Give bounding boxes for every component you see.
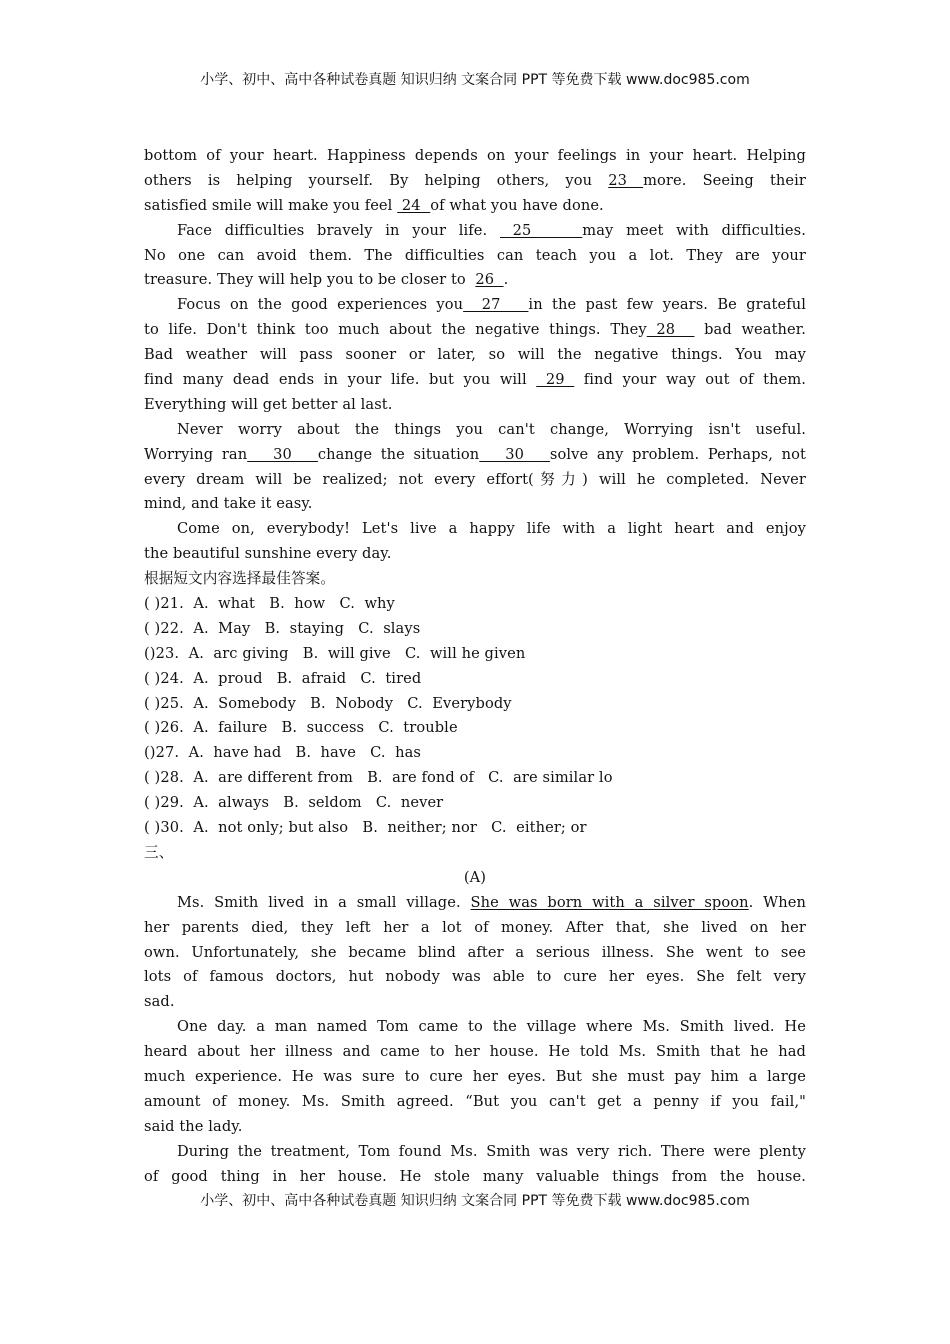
text-segment: ()23. A. arc giving B. will give C. will he given	[144, 644, 526, 662]
text-segment: of good thing in her house. He stole many valuable things from the house.	[144, 1167, 806, 1185]
answer-blank: 26	[475, 271, 504, 289]
text-segment: lots of famous doctors, hut nobody was able to cure her eyes. She felt very	[144, 968, 806, 986]
text-segment: her parents died, they left her a lot of money. After that, she lived on her	[144, 918, 806, 936]
text-segment: Come on, everybody! Let's live a happy life with a light heart and enjoy	[177, 520, 806, 538]
text-line	[144, 891, 806, 916]
text-segment: sad.	[144, 993, 175, 1011]
text-line	[144, 816, 806, 841]
text-segment: of what you have done.	[430, 196, 604, 214]
text-segment: satisfied smile will make you feel	[144, 196, 398, 214]
text-line	[144, 443, 806, 468]
text-line	[144, 1140, 806, 1165]
text-segment: ( )26. A. failure B. success C. trouble	[144, 719, 458, 737]
text-segment: change the situation	[317, 445, 480, 463]
text-segment: Worrying ran	[144, 445, 248, 463]
text-line	[144, 268, 806, 293]
text-segment: in the past few years. Be grateful	[528, 296, 806, 314]
text-line	[144, 492, 806, 517]
text-segment: more. Seeing their	[643, 171, 806, 189]
text-segment: .	[503, 271, 509, 289]
text-segment: the beautiful sunshine every day.	[144, 545, 392, 563]
answer-blank: 24	[397, 196, 431, 214]
text-segment: others is helping yourself. By helping others, you	[144, 171, 609, 189]
text-line	[144, 741, 806, 766]
text-line	[144, 1115, 806, 1140]
text-segment: own. Unfortunately, she became blind after a serious illness. She went to see	[144, 943, 806, 961]
text-segment: . When	[748, 893, 806, 911]
text-line	[144, 393, 806, 418]
text-line	[144, 941, 806, 966]
text-segment: ()27. A. have had B. have C. has	[144, 744, 421, 762]
text-line	[144, 692, 806, 717]
text-segment: Bad weather will pass sooner or later, so will the negative things. You may	[144, 346, 806, 364]
text-line	[144, 343, 806, 368]
text-segment: Everything will get better al last.	[144, 395, 393, 413]
text-segment: ( )21. A. what B. how C. why	[144, 595, 395, 613]
text-line	[144, 1165, 806, 1190]
text-segment: 根据短文内容选择最佳答案。	[144, 570, 336, 588]
text-segment: find many dead ends in your life. but you will	[144, 371, 537, 389]
text-segment: ( )29. A. always B. seldom C. never	[144, 794, 444, 812]
text-line	[144, 791, 806, 816]
text-segment: bad weather.	[694, 321, 806, 339]
text-line	[144, 965, 806, 990]
text-segment: No one can avoid them. The difficulties can teach you a lot. They are your	[144, 246, 806, 264]
answer-blank: 28	[646, 321, 695, 339]
text-segment: Ms. Smith lived in a small village.	[177, 893, 471, 911]
text-segment: may meet with difficulties.	[582, 221, 806, 239]
text-segment: Face difficulties bravely in your life.	[177, 221, 500, 239]
text-line	[144, 368, 806, 393]
text-segment: amount of money. Ms. Smith agreed. “But you can't get a penny if you fail,"	[144, 1092, 806, 1110]
text-segment: mind, and take it easy.	[144, 495, 313, 513]
answer-blank: 23	[608, 171, 644, 189]
text-line	[144, 1040, 806, 1065]
answer-blank: 25	[499, 221, 583, 239]
text-line	[144, 418, 806, 443]
text-segment: Focus on the good experiences you	[177, 296, 464, 314]
text-segment: heard about her illness and came to her house. He told Ms. Smith that he had	[144, 1043, 806, 1061]
text-line	[144, 293, 806, 318]
page-footer: 小学、初中、高中各种试卷真题 知识归纳 文案合同 PPT 等免费下载 www.doc985.com	[200, 1193, 750, 1209]
answer-blank: She was born with a silver spoon	[470, 893, 749, 911]
text-segment: Never worry about the things you can't change, Worrying isn't useful.	[177, 420, 806, 438]
text-segment: ( )30. A. not only; but also B. neither; nor C. either; or	[144, 819, 587, 837]
text-line	[144, 169, 806, 194]
text-segment: ( )22. A. May B. staying C. slays	[144, 619, 421, 637]
text-segment: much experience. He was sure to cure her eyes. But she must pay him a large	[144, 1067, 806, 1085]
text-segment: 三、	[144, 843, 174, 861]
text-line	[144, 592, 806, 617]
text-segment: ( )24. A. proud B. afraid C. tired	[144, 669, 422, 687]
text-line	[144, 1065, 806, 1090]
text-segment: treasure. They will help you to be closer to	[144, 271, 476, 289]
text-line	[144, 219, 806, 244]
text-line	[144, 144, 806, 169]
text-line	[144, 468, 806, 493]
answer-blank: 30	[479, 445, 550, 463]
text-line	[144, 567, 806, 592]
text-line	[144, 866, 806, 891]
text-line	[144, 194, 806, 219]
answer-blank: 27	[463, 296, 529, 314]
text-line	[144, 1015, 806, 1040]
text-segment: ( )28. A. are different from B. are fond of C. are similar lo	[144, 769, 613, 787]
text-segment: One day. a man named Tom came to the village where Ms. Smith lived. He	[177, 1018, 806, 1036]
text-line	[144, 990, 806, 1015]
text-line	[144, 667, 806, 692]
text-segment: ( )25. A. Somebody B. Nobody C. Everybody	[144, 694, 512, 712]
text-segment: said the lady.	[144, 1117, 243, 1135]
answer-blank: 29	[536, 371, 575, 389]
text-line	[144, 841, 806, 866]
text-line	[144, 916, 806, 941]
text-line	[144, 642, 806, 667]
text-line	[144, 716, 806, 741]
text-segment: solve any problem. Perhaps, not	[549, 445, 806, 463]
text-segment: During the treatment, Tom found Ms. Smith was very rich. There were plenty	[177, 1142, 806, 1160]
text-segment: (A)	[463, 868, 487, 886]
text-segment: every dream will be realized; not every effort(努力) will he completed. Never	[144, 470, 806, 488]
text-line	[144, 542, 806, 567]
text-line	[144, 517, 806, 542]
text-segment: find your way out of them.	[574, 371, 806, 389]
answer-blank: 30	[247, 445, 318, 463]
text-line	[144, 1090, 806, 1115]
text-line	[144, 617, 806, 642]
document-body	[144, 144, 806, 1189]
page-header: 小学、初中、高中各种试卷真题 知识归纳 文案合同 PPT 等免费下载 www.doc985.com	[200, 72, 750, 88]
text-segment: bottom of your heart. Happiness depends on your feelings in your heart. Helping	[144, 147, 806, 164]
text-line	[144, 766, 806, 791]
text-line	[144, 244, 806, 269]
text-segment: to life. Don't think too much about the negative things. They	[144, 321, 647, 339]
text-line	[144, 318, 806, 343]
